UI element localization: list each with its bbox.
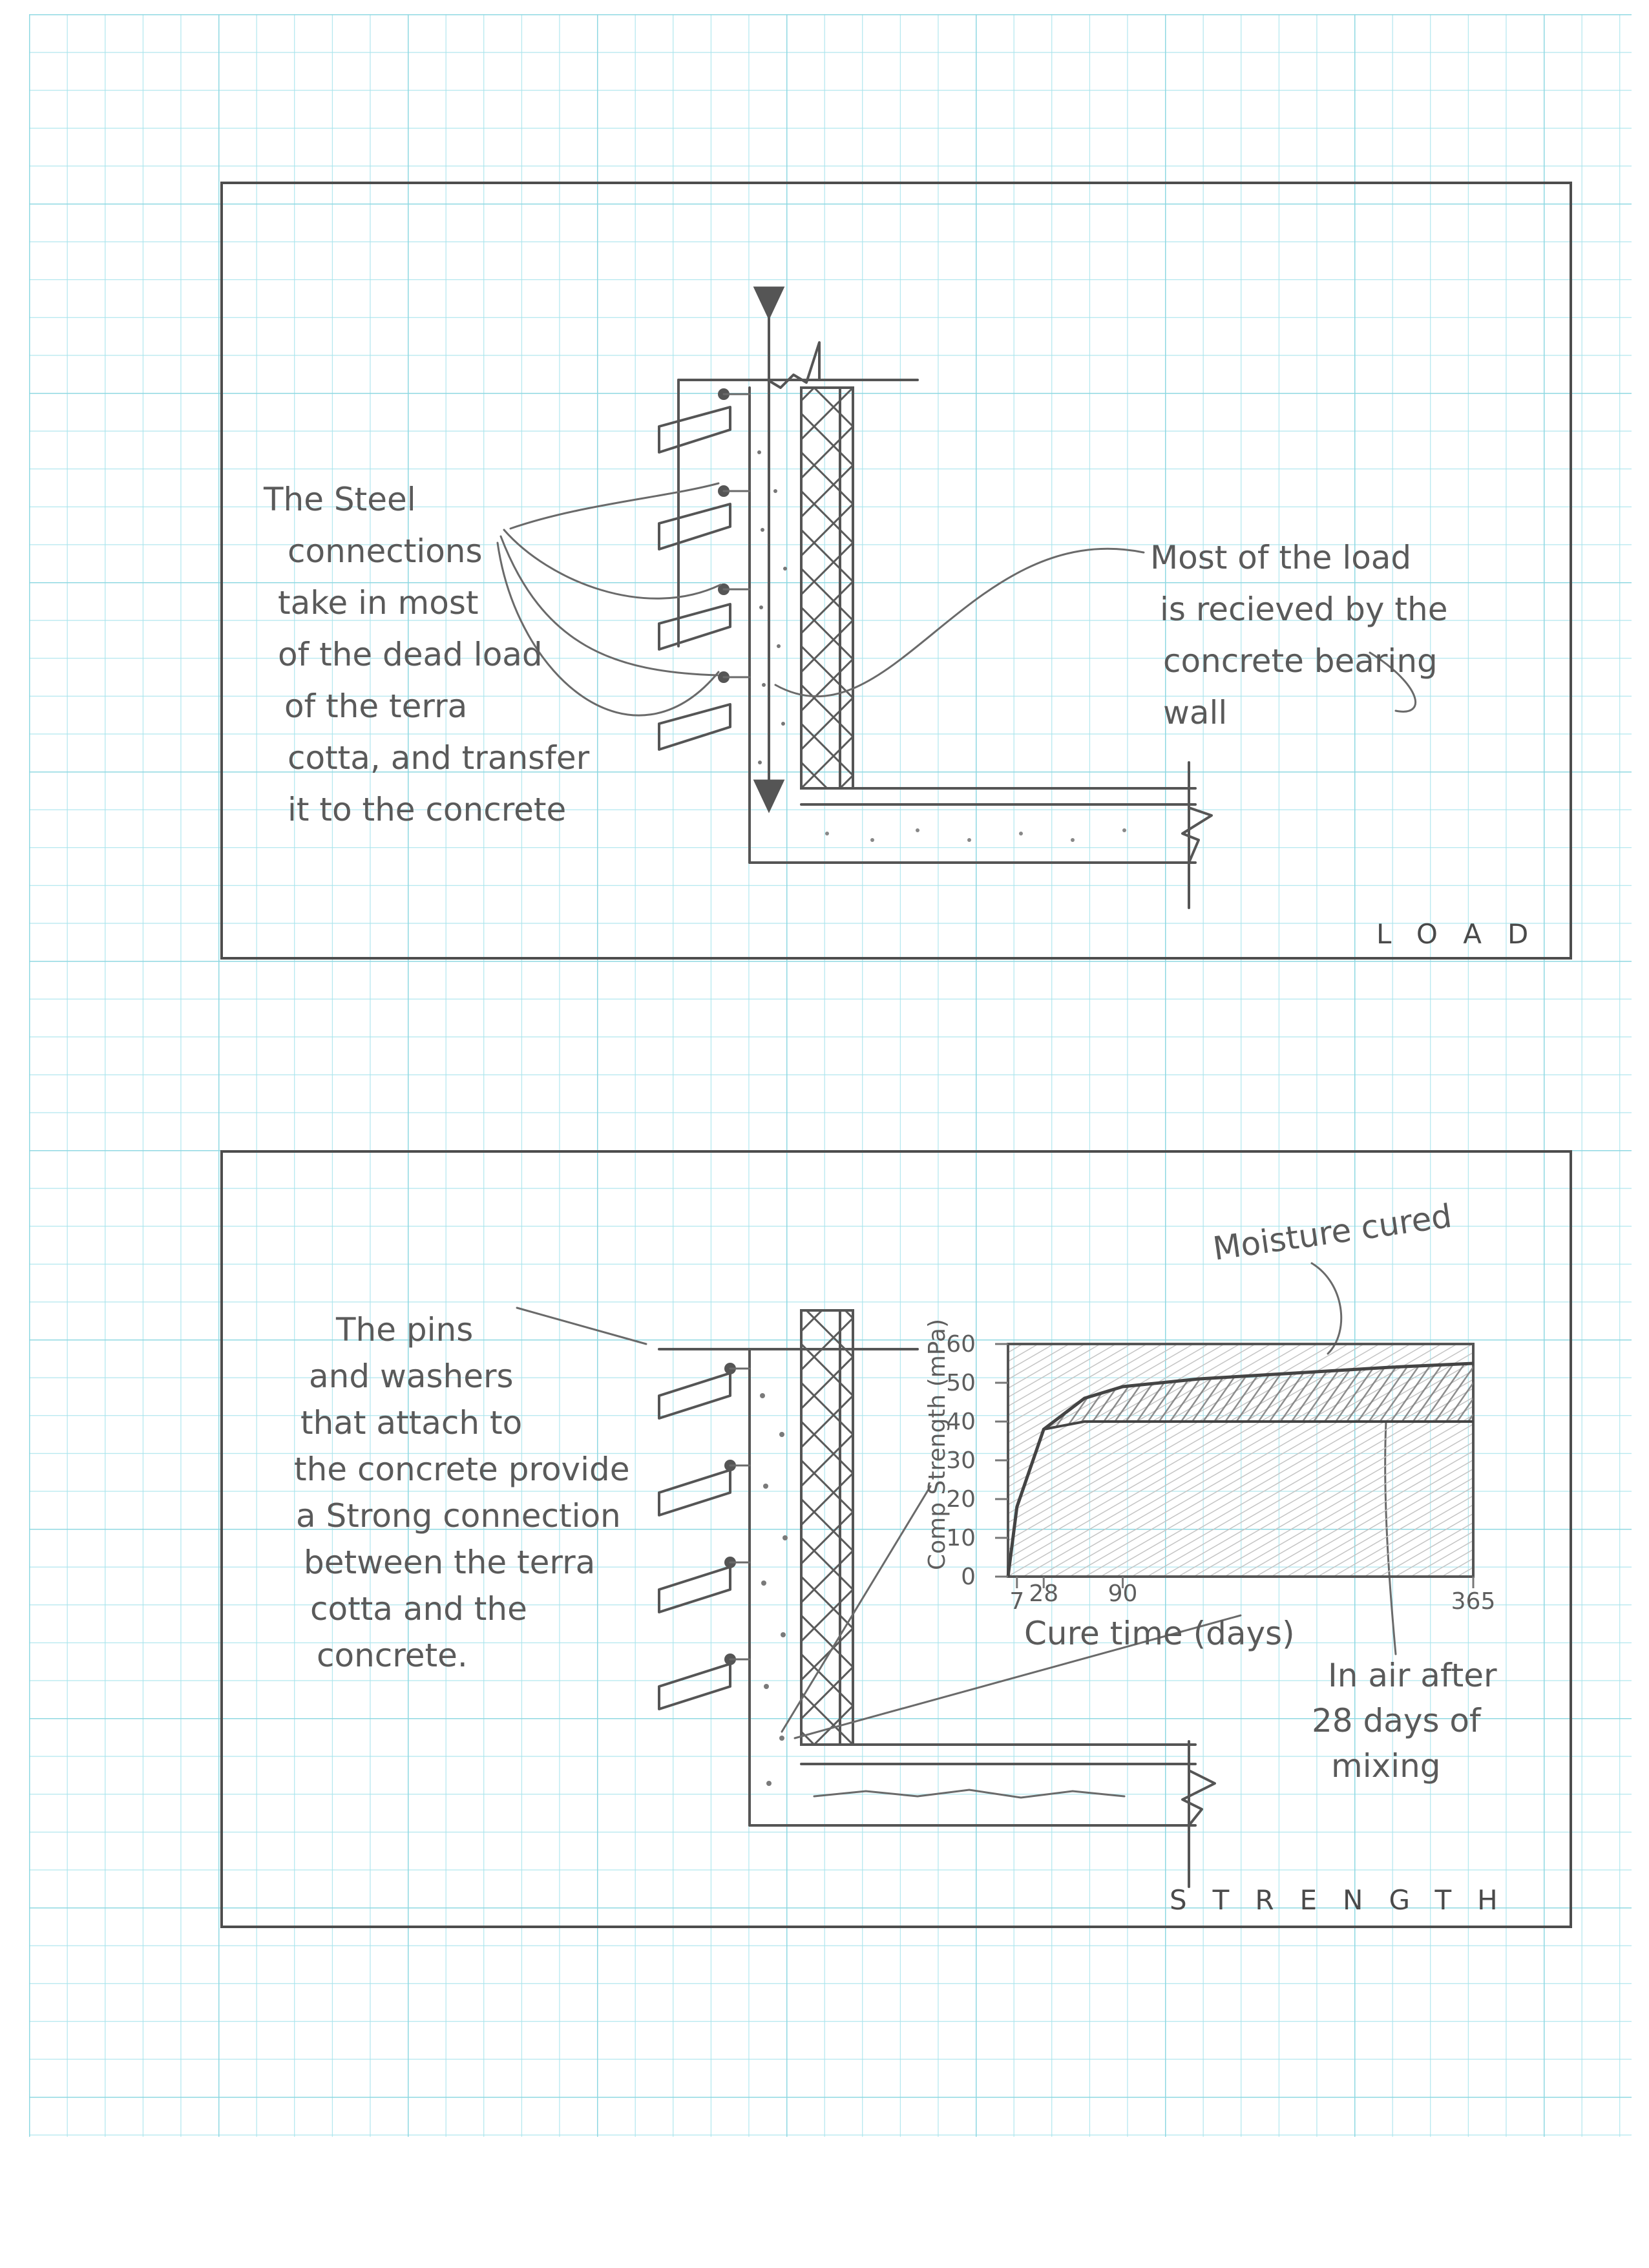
strength-note-left-line: cotta and the bbox=[310, 1590, 527, 1628]
y-tick-label: 20 bbox=[946, 1486, 976, 1513]
load-note-left-line: of the dead load bbox=[278, 636, 543, 673]
moisture-cured-label: Moisture cured bbox=[1210, 1197, 1455, 1268]
load-note-right-line: Most of the load bbox=[1150, 539, 1412, 576]
strength-note-left-line: and washers bbox=[309, 1358, 514, 1395]
y-tick-label: 50 bbox=[946, 1370, 976, 1396]
load-note-left-line: of the terra bbox=[284, 688, 468, 725]
strength-note-left-line: The pins bbox=[336, 1311, 474, 1349]
strength-note-left-line: between the terra bbox=[304, 1544, 596, 1581]
load-note-left-line: cotta, and transfer bbox=[288, 739, 590, 777]
load-note-right-line: wall bbox=[1163, 694, 1228, 731]
load-note-left-line: The Steel bbox=[264, 481, 416, 518]
strength-note-left-line: the concrete provide bbox=[294, 1451, 630, 1488]
air-cured-label-line: 28 days of bbox=[1312, 1702, 1481, 1739]
strength-note-left-line: that attach to bbox=[300, 1404, 523, 1442]
air-cured-label-line: In air after bbox=[1328, 1657, 1497, 1694]
strength-note-left-line: a Strong connection bbox=[296, 1497, 621, 1535]
x-tick-label: 90 bbox=[1108, 1580, 1138, 1607]
y-tick-label: 30 bbox=[946, 1447, 976, 1474]
load-note-right-line: concrete bearing bbox=[1163, 642, 1438, 680]
x-tick-label: 365 bbox=[1451, 1588, 1496, 1615]
strength-panel-tag: STRENGTH bbox=[1170, 1884, 1524, 1916]
y-tick-label: 10 bbox=[946, 1525, 976, 1551]
strength-note-left-line: concrete. bbox=[317, 1637, 468, 1674]
x-tick-label: 28 bbox=[1029, 1580, 1059, 1607]
load-note-right-line: is recieved by the bbox=[1160, 591, 1448, 628]
chart-y-axis-label: Comp Strength (mPa) bbox=[924, 1318, 951, 1570]
load-note-left-line: connections bbox=[288, 532, 483, 570]
air-cured-label-line: mixing bbox=[1331, 1747, 1441, 1785]
load-note-left-line: take in most bbox=[278, 584, 479, 622]
load-note-left-line: it to the concrete bbox=[288, 791, 567, 828]
load-panel-tag: LOAD bbox=[1376, 918, 1555, 950]
y-tick-label: 60 bbox=[946, 1331, 976, 1358]
y-tick-label: 40 bbox=[946, 1409, 976, 1435]
chart-x-axis-label: Cure time (days) bbox=[1024, 1615, 1295, 1652]
x-tick-label: 7 bbox=[1009, 1588, 1025, 1615]
y-tick-label: 0 bbox=[961, 1564, 976, 1590]
